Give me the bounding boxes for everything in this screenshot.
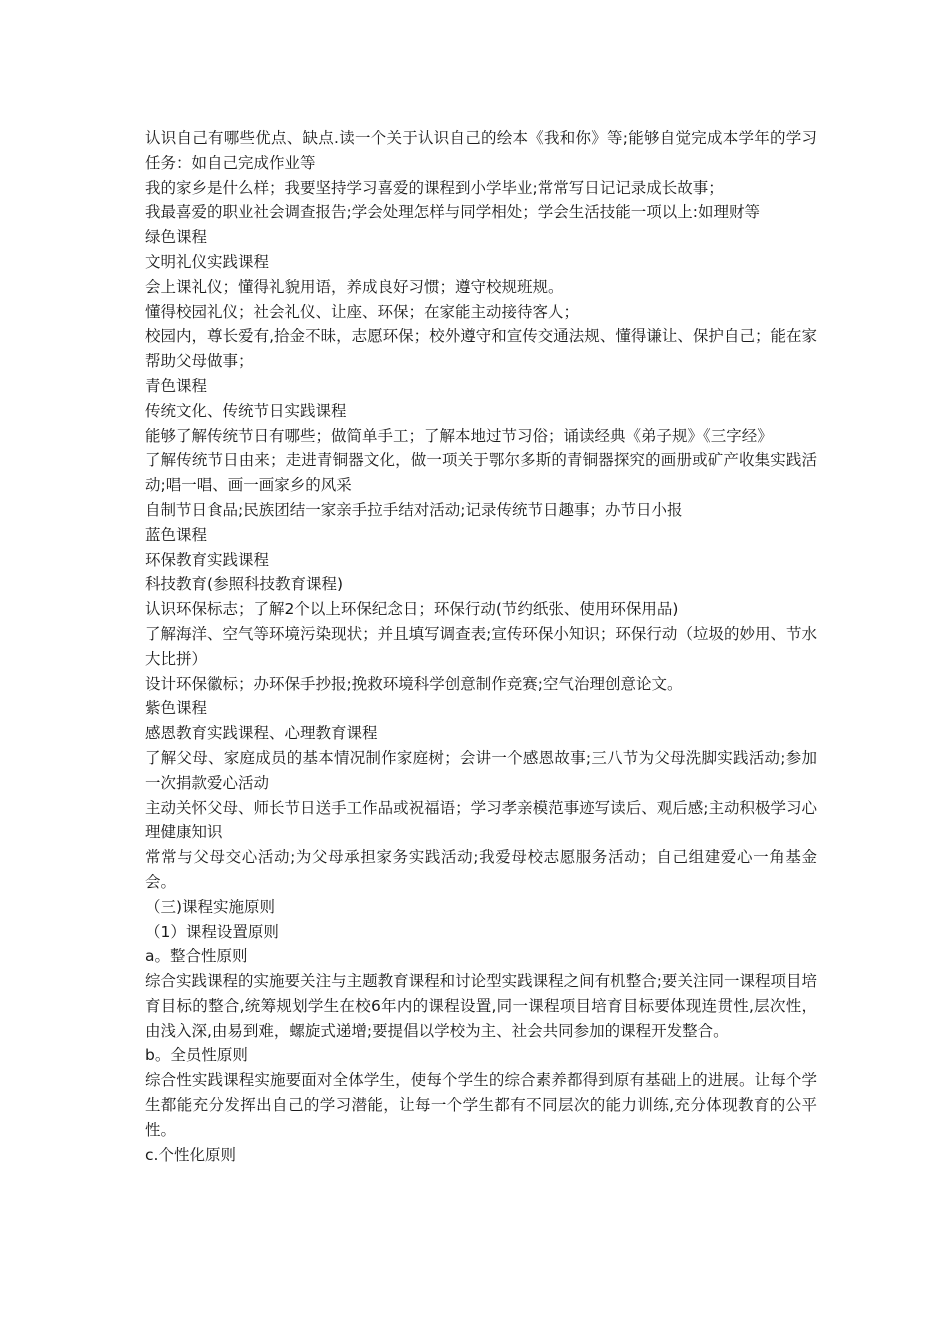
- paragraph: 综合性实践课程实施要面对全体学生，使每个学生的综合素养都得到原有基础上的进展。让每个学生都能充分发挥出自己的学习潜能，让每一个学生都有不同层次的能力训练,充分体现教育的公平性。: [145, 1071, 817, 1139]
- paragraph: 主动关怀父母、师长节日送手工作品或祝福语；学习孝亲模范事迹写读后、观后感;主动积极学习心理健康知识: [145, 798, 817, 842]
- paragraph: 设计环保徽标；办环保手抄报;挽救环境科学创意制作竞赛;空气治理创意论文。: [145, 674, 683, 693]
- paragraph: 懂得校园礼仪；社会礼仪、让座、环保；在家能主动接待客人；: [145, 302, 580, 321]
- paragraph: 认识环保标志；了解2个以上环保纪念日；环保行动(节约纸张、使用环保用品): [145, 600, 679, 619]
- paragraph: 能够了解传统节日有哪些；做简单手工；了解本地过节习俗；诵读经典《弟子规》《三字经》: [145, 426, 773, 445]
- subsection-heading: 科技教育(参照科技教育课程): [145, 575, 344, 594]
- principle-heading: b。全员性原则: [145, 1046, 248, 1065]
- section-heading: 紫色课程: [145, 699, 208, 718]
- paragraph: 了解海洋、空气等环境污染现状；并且填写调查表;宣传环保小知识；环保行动（垃圾的妙用、节水大比拼）: [145, 624, 817, 668]
- principle-heading: a。整合性原则: [145, 947, 248, 966]
- subsection-heading: 传统文化、传统节日实践课程: [145, 401, 347, 420]
- paragraph: 我的家乡是什么样；我要坚持学习喜爱的课程到小学毕业;常常写日记记录成长故事；: [145, 178, 724, 197]
- section-heading: 蓝色课程: [145, 525, 208, 544]
- paragraph: 校园内，尊长爱有,拾金不昧，志愿环保；校外遵守和宣传交通法规、懂得谦让、保护自己；能在家帮助父母做事；: [145, 327, 817, 371]
- paragraph: 会上课礼仪；懂得礼貌用语，养成良好习惯；遵守校规班规。: [145, 277, 564, 296]
- paragraph: 常常与父母交心活动;为父母承担家务实践活动;我爱母校志愿服务活动；自己组建爱心一角基金会。: [145, 848, 817, 891]
- paragraph: 认识自己有哪些优点、缺点.读一个关于认识自己的绘本《我和你》等;能够自觉完成本学年的学习任务：如自己完成作业等: [145, 129, 817, 172]
- subsection-heading: 环保教育实践课程: [145, 550, 270, 569]
- section-heading: （三)课程实施原则: [145, 897, 276, 916]
- document-body: [145, 126, 817, 1167]
- paragraph: 综合实践课程的实施要关注与主题教育课程和讨论型实践课程之间有机整合;要关注同一课程项目培育目标的整合,统筹规划学生在校6年内的课程设置,同一课程项目培育目标要体现连贯性,层次性，由浅入深,由易到难，螺旋式递增;要提倡以学校为主、社会共同参加的课程开发整合。: [145, 972, 817, 1040]
- section-heading: 绿色课程: [145, 228, 208, 247]
- paragraph: 我最喜爱的职业社会调查报告;学会处理怎样与同学相处；学会生活技能一项以上:如理财等: [145, 203, 760, 222]
- subsection-heading: 文明礼仪实践课程: [145, 252, 270, 271]
- section-heading: 青色课程: [145, 376, 208, 395]
- paragraph: 了解父母、家庭成员的基本情况制作家庭树；会讲一个感恩故事;三八节为父母洗脚实践活动;参加一次捐款爱心活动: [145, 748, 817, 792]
- principle-heading: c.个性化原则: [145, 1145, 236, 1164]
- paragraph: 自制节日食品;民族团结一家亲手拉手结对活动;记录传统节日趣事；办节日小报: [145, 500, 683, 519]
- subsection-heading: 感恩教育实践课程、心理教育课程: [145, 724, 378, 743]
- subsection-heading: （1）课程设置原则: [145, 922, 279, 941]
- paragraph: 了解传统节日由来；走进青铜器文化，做一项关于鄂尔多斯的青铜器探究的画册或矿产收集实践活动;唱一唱、画一画家乡的风采: [145, 451, 817, 495]
